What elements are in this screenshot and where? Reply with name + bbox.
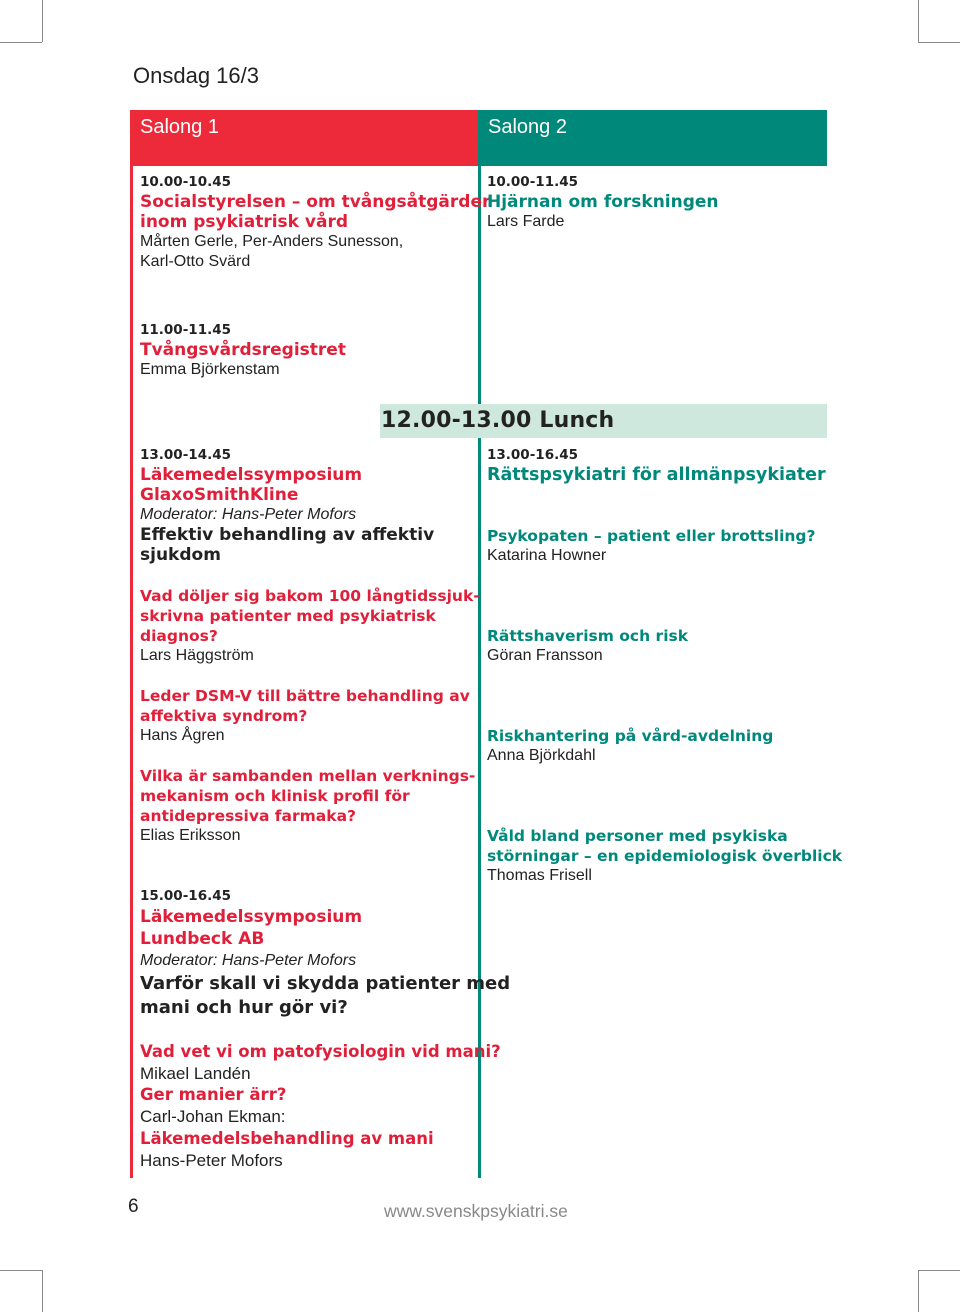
talk-speaker: Mikael Landén <box>140 1063 251 1083</box>
day-title: Onsdag 16/3 <box>133 63 259 88</box>
session-moderator: Moderator: Hans-Peter Mofors <box>140 506 357 523</box>
session-title-line: Socialstyrelsen – om tvångsåtgärder <box>140 192 491 212</box>
talk-title: Våld bland personer med psykiska <box>487 827 788 845</box>
talk-title: Vad döljer sig bakom 100 långtidssjuk- <box>140 587 480 605</box>
talk-item <box>487 726 773 766</box>
session-moderator: Moderator: Hans-Peter Mofors <box>140 952 357 969</box>
session-title: Läkemedelssymposium <box>140 907 363 927</box>
crop-mark-bottom-left-v <box>42 1270 43 1312</box>
session-sponsor: Lundbeck AB <box>140 929 265 949</box>
talk-item <box>487 526 816 566</box>
session-time: 15.00-16.45 <box>140 888 232 904</box>
talk-title: skrivna patienter med psykiatrisk <box>140 607 436 625</box>
talk-title: Leder DSM-V till bättre behandling av <box>140 687 470 705</box>
session-s1-tvangsvardsregistret <box>140 320 346 380</box>
lunch-label: 12.00-13.00 Lunch <box>381 408 615 433</box>
talk-speaker: Elias Eriksson <box>140 827 241 844</box>
talk-title: Vilka är sambanden mellan verknings- <box>140 767 476 785</box>
crop-mark-bottom-right-h <box>918 1270 960 1271</box>
session-s1-socialstyrelsen <box>140 172 490 272</box>
crop-mark-bottom-right-v <box>918 1270 919 1312</box>
talk-title: Ger manier ärr? <box>140 1085 287 1105</box>
talk-speaker: Hans Ågren <box>140 727 225 744</box>
talk-speaker: Anna Björkdahl <box>487 747 596 764</box>
talk-title: Läkemedelsbehandling av mani <box>140 1128 434 1148</box>
lundbeck-talk-list <box>140 1041 501 1171</box>
talk-speaker: Thomas Frisell <box>487 867 592 884</box>
talk-item <box>140 686 470 746</box>
session-title-line: inom psykiatrisk vård <box>140 212 349 232</box>
crop-mark-top-right-h <box>918 42 960 43</box>
session-time: 11.00-11.45 <box>140 322 232 338</box>
session-speaker: Emma Björkenstam <box>140 361 280 378</box>
talk-speaker: Hans-Peter Mofors <box>140 1150 283 1170</box>
talk-item <box>487 826 842 886</box>
footer-url: www.svenskpsykiatri.se <box>384 1201 568 1221</box>
room-header-salong-2: Salong 2 <box>480 110 827 166</box>
session-subtitle: Varför skall vi skydda patienter med <box>140 973 511 994</box>
session-time: 10.00-11.45 <box>487 174 579 190</box>
talk-title: Rättshaverism och risk <box>487 627 689 645</box>
talk-title: antidepressiva farmaka? <box>140 807 357 825</box>
talk-title: diagnos? <box>140 627 218 645</box>
session-s1-lundbeck-symposium <box>140 886 510 1020</box>
talk-title: störningar – en epidemiologisk överblick <box>487 847 843 865</box>
session-speakers: Mårten Gerle, Per-Anders Sunesson, <box>140 233 404 250</box>
talk-speaker: Göran Fransson <box>487 647 603 664</box>
session-subtitle: Effektiv behandling av affektiv <box>140 525 435 545</box>
crop-mark-top-left-v <box>42 0 43 42</box>
session-subtitle: sjukdom <box>140 545 221 565</box>
session-sponsor: GlaxoSmithKline <box>140 485 299 505</box>
session-title: Läkemedelssymposium <box>140 465 363 485</box>
session-speakers: Karl-Otto Svärd <box>140 253 251 270</box>
session-title: Hjärnan om forskningen <box>487 192 719 212</box>
page-number: 6 <box>128 1196 139 1217</box>
room-header-salong-1: Salong 1 <box>133 110 480 166</box>
crop-mark-bottom-left-h <box>0 1270 42 1271</box>
salong-1-rule <box>130 110 133 1178</box>
talk-title: affektiva syndrom? <box>140 707 308 725</box>
talk-speaker: Katarina Howner <box>487 547 607 564</box>
crop-mark-top-left-h <box>0 42 42 43</box>
talk-title: Vad vet vi om patofysiologin vid mani? <box>140 1042 501 1061</box>
session-time: 13.00-16.45 <box>487 447 579 463</box>
talk-speaker: Carl-Johan Ekman: <box>140 1107 286 1127</box>
talk-title: mekanism och klinisk profil för <box>140 787 410 805</box>
session-title: Tvångsvårdsregistret <box>140 340 346 360</box>
session-time: 10.00-10.45 <box>140 174 232 190</box>
session-subtitle: mani och hur gör vi? <box>140 997 348 1018</box>
session-time: 13.00-14.45 <box>140 447 232 463</box>
talk-title: Psykopaten – patient eller brottsling? <box>487 527 816 545</box>
talk-speaker: Lars Häggström <box>140 647 254 664</box>
session-s1-gsk-symposium <box>140 445 434 565</box>
session-s2-hjarnan <box>487 172 719 232</box>
session-s2-rattspsykiatri <box>487 445 826 485</box>
talk-item <box>140 586 480 666</box>
talk-item <box>140 766 475 846</box>
session-speaker: Lars Farde <box>487 213 565 230</box>
session-title: Rättspsykiatri för allmänpsykiater <box>487 465 826 485</box>
talk-title: Riskhantering på vård-avdelning <box>487 727 774 745</box>
crop-mark-top-right-v <box>918 0 919 42</box>
talk-item <box>487 626 688 666</box>
